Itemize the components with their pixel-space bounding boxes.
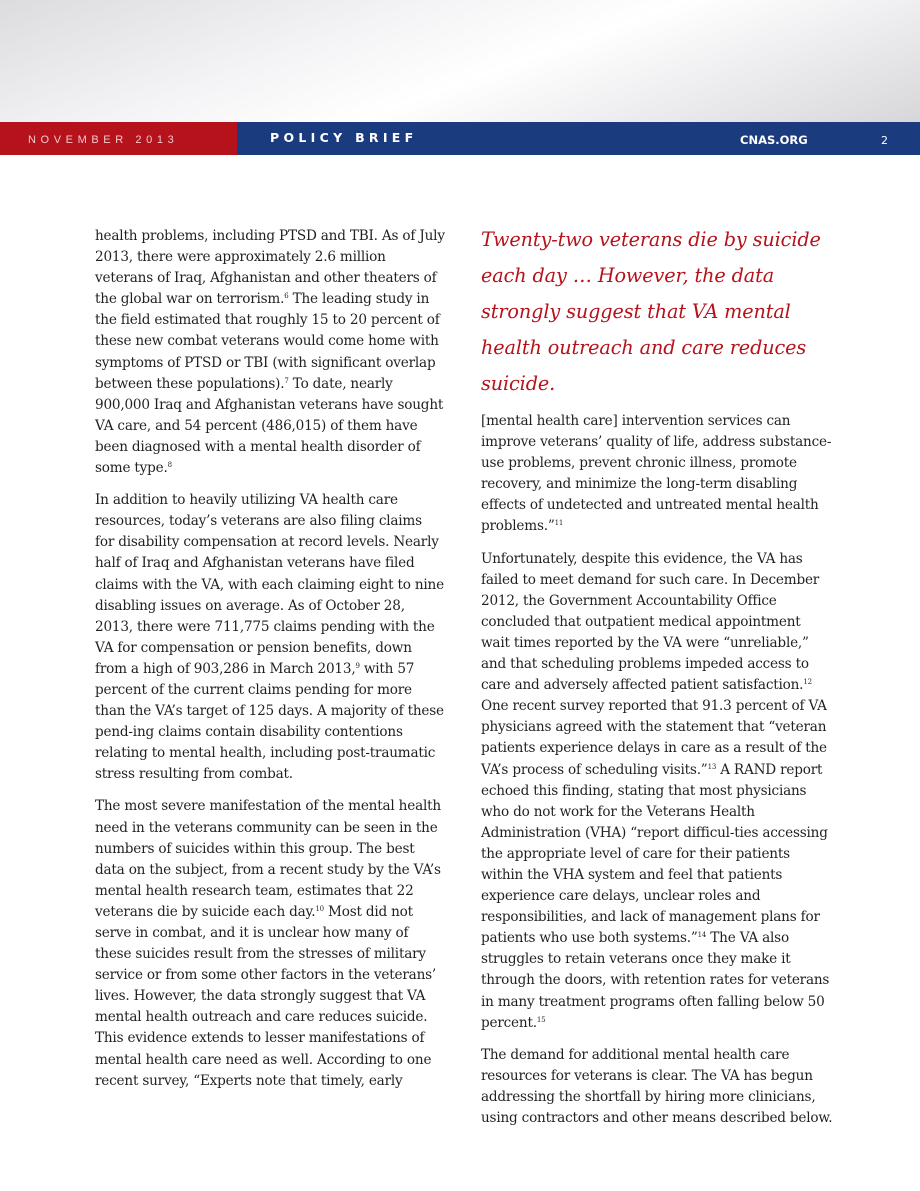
footnote-ref[interactable]: 6 bbox=[284, 292, 289, 301]
pull-quote: Twenty-two veterans die by suicide each day … However, the data strongly suggest that VA mental health outreach and care reduces suicide. bbox=[481, 228, 821, 395]
header-background bbox=[0, 0, 920, 122]
banner-date-section bbox=[0, 122, 237, 155]
banner-title-section bbox=[237, 122, 920, 155]
right-column bbox=[481, 226, 833, 1140]
publication-date: NOVEMBER 2013 bbox=[28, 134, 179, 146]
header-banner bbox=[0, 122, 920, 155]
paragraph: The most severe manifestation of the mental health need in the veterans community can be seen in the numbers of suicides within this group. The best data on the subject, from a recent study by the VA’s mental health research team, estimates that 22 veterans die by suicide each day.$^{10}$ Most did not serve in combat, and it is unclear how many of these suicides result from the stresses of military service or from some other factors in the veterans’ lives. However, the data strongly suggest that VA mental health outreach and care reduces suicide. This evidence extends to lesser manifestations of mental health care need as well. According to one recent survey, “Experts note that timely, early bbox=[95, 798, 441, 1089]
page-number: 2 bbox=[881, 134, 888, 147]
site-url[interactable]: CNAS.ORG bbox=[740, 133, 808, 147]
footnote-ref[interactable]: 11 bbox=[554, 519, 564, 528]
paragraph: [mental health care] intervention services can improve veterans’ quality of life, address substance-use problems, prevent chronic illness, promote recovery, and minimize the long-term disabling effects of undetected and untreated mental health problems.”$^{11}$ bbox=[481, 413, 832, 535]
paragraph: health problems, including PTSD and TBI. As of July 2013, there were approximately 2.6 million veterans of Iraq, Afghanistan and other theaters of the global war on terrorism.$^6$ The leading study in the field estimated that roughly 15 to 20 percent of these new combat veterans would come home with symptoms of PTSD or TBI (with significant overlap between these populations).$^7$ To date, nearly 900,000 Iraq and Afghanistan veterans have sought VA care, and 54 percent (486,015) of them have been diagnosed with a mental health disorder of some type.$^8$ bbox=[95, 228, 445, 477]
paragraph: Unfortunately, despite this evidence, the VA has failed to meet demand for such care. In December 2012, the Government Accountability Office concluded that outpatient medical appointment wait times reported by the VA were “unreliable,” and that scheduling problems impeded access to care and adversely affected patient satisfaction.$^{12}$ One recent survey reported that 91.3 percent of VA physicians agreed with the statement that “veteran patients experience delays in care as a result of the VA’s process of scheduling visits.”$^{13}$ A RAND report echoed this finding, stating that most physicians who do not work for the Veterans Health Administration (VHA) “report difficul-ties accessing the appropriate level of care for their patients within the VHA system and feel that patients experience care delays, unclear roles and responsibilities, and lack of management plans for patients who use both systems.”$^{14}$ The VA also struggles to retain veterans once they make it through the doors, with retention rates for veterans in many treatment programs often falling below 50 percent.$^{15}$ bbox=[481, 550, 830, 1031]
paragraph: In addition to heavily utilizing VA health care resources, today’s veterans are also filing claims for disability compensation at record levels. Nearly half of Iraq and Afghanistan veterans have filed claims with the VA, with each claiming eight to nine disabling issues on average. As of October 28, 2013, there were 711,775 claims pending with the VA for compensation or pension benefits, down from a high of 903,286 in March 2013,$^9$ with 57 percent of the current claims pending for more than the VA’s target of 125 days. A majority of these pend-ing claims contain disability contentions relating to mental health, including post-traumatic stress resulting from combat. bbox=[95, 492, 444, 783]
footnote-ref[interactable]: 13 bbox=[707, 762, 717, 771]
footnote-ref[interactable]: 14 bbox=[697, 931, 707, 940]
footnote-ref[interactable]: 9 bbox=[355, 661, 360, 670]
document-type-title: POLICY BRIEF bbox=[270, 129, 418, 145]
footnote-ref[interactable]: 10 bbox=[315, 904, 324, 913]
footnote-ref[interactable]: 8 bbox=[167, 461, 172, 470]
left-column bbox=[95, 226, 445, 1103]
footnote-ref[interactable]: 7 bbox=[284, 376, 289, 385]
paragraph: The demand for additional mental health care resources for veterans is clear. The VA has begun addressing the shortfall by hiring more clinicians, using contractors and other means described below. bbox=[481, 1046, 833, 1126]
footnote-ref[interactable]: 12 bbox=[803, 678, 812, 687]
footnote-ref[interactable]: 15 bbox=[536, 1015, 546, 1024]
